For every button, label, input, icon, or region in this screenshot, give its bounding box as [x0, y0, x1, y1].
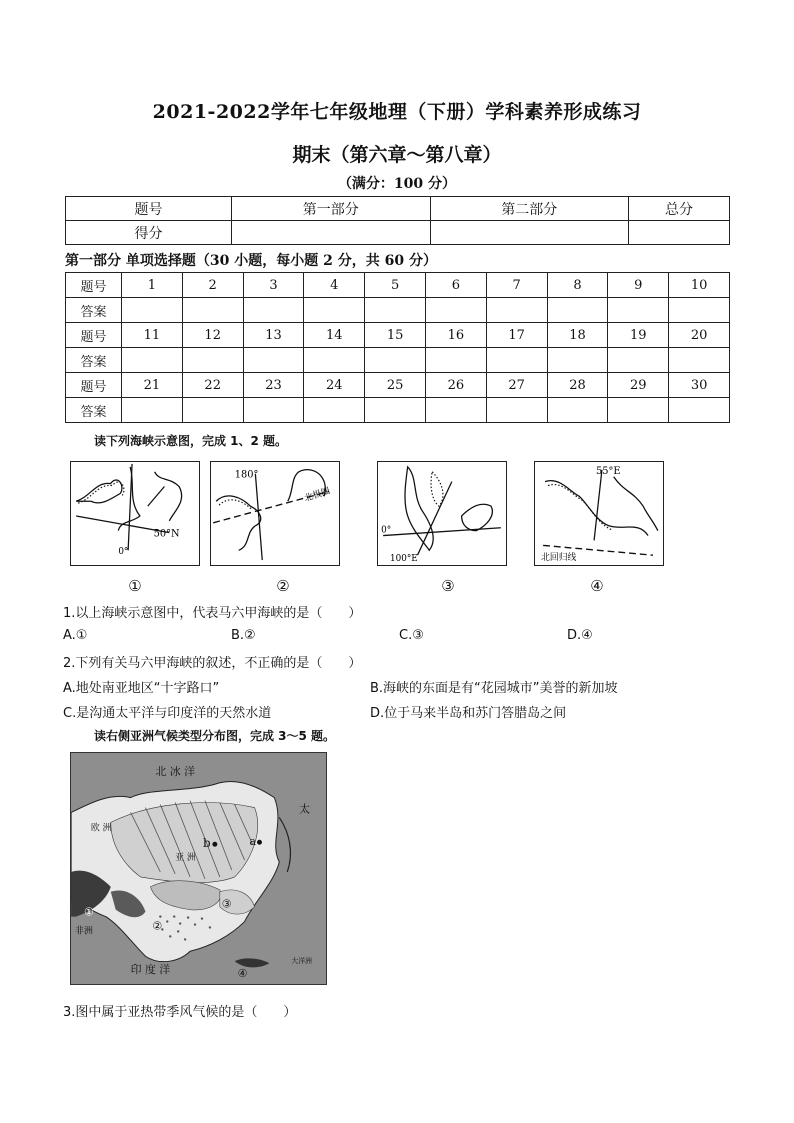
strait-map-4-figure [535, 462, 663, 565]
question-number: 10 [669, 273, 730, 298]
asia-label-1: ① [83, 905, 94, 919]
answer-cell[interactable] [425, 348, 486, 373]
question-number: 19 [608, 323, 669, 348]
question-number: 25 [365, 373, 426, 398]
answer-cell[interactable] [669, 398, 730, 423]
question-number: 20 [669, 323, 730, 348]
answer-cell[interactable] [365, 298, 426, 323]
asia-point-a: a [249, 835, 257, 849]
asia-africa: 非洲 [75, 926, 93, 937]
question-number: 3 [243, 273, 304, 298]
strait-map-3-figure [378, 462, 506, 565]
question-number: 23 [243, 373, 304, 398]
asia-climate-map-figure [71, 753, 326, 984]
asia-oceania: 大洋洲 [291, 957, 312, 966]
score-row-label: 得分 [66, 221, 232, 245]
q1-option-b[interactable]: B.② [231, 628, 256, 643]
answer-cell[interactable] [486, 398, 547, 423]
strait-map-3 [377, 461, 507, 566]
asia-ocean-indian: 印 度 洋 [130, 963, 171, 977]
strait-map-2-figure [211, 462, 339, 565]
number-label: 题号 [66, 273, 122, 298]
map-2-label: ② [276, 577, 290, 595]
answer-label: 答案 [66, 298, 122, 323]
q1-stem: 1.以上海峡示意图中，代表马六甲海峡的是（ ） [63, 606, 362, 621]
score-table [65, 196, 730, 245]
q3-stem: 3.图中属于亚热带季风气候的是（ ） [63, 1005, 297, 1020]
answer-row [66, 348, 730, 373]
map1-lon: 0° [118, 547, 129, 558]
answer-cell[interactable] [365, 398, 426, 423]
map2-circle: 北极圈 [303, 486, 332, 505]
question-number: 21 [122, 373, 183, 398]
asia-label-2: ② [152, 919, 163, 933]
map-4-label: ④ [590, 577, 604, 595]
score-cell[interactable] [629, 221, 730, 245]
question-number: 29 [608, 373, 669, 398]
question-number: 13 [243, 323, 304, 348]
answer-cell[interactable] [669, 348, 730, 373]
answer-row [66, 398, 730, 423]
answer-cell[interactable] [243, 298, 304, 323]
asia-climate-map [70, 752, 327, 985]
answer-cell[interactable] [608, 298, 669, 323]
map2-lon: 180° [234, 469, 259, 481]
map-1-label: ① [128, 577, 142, 595]
section1-heading: 第一部分 单项选择题（30 小题，每小题 2 分，共 60 分） [65, 253, 437, 269]
question-number: 6 [425, 273, 486, 298]
number-label: 题号 [66, 373, 122, 398]
instruction-2: 读右侧亚洲气候类型分布图，完成 3～5 题。 [94, 729, 336, 743]
instruction-1: 读下列海峡示意图，完成 1、2 题。 [94, 434, 288, 448]
number-label: 题号 [66, 323, 122, 348]
question-number: 17 [486, 323, 547, 348]
strait-map-1-figure [71, 462, 199, 565]
question-number: 9 [608, 273, 669, 298]
score-header: 第二部分 [430, 197, 629, 221]
page-subtitle: 期末（第六章～第八章） [292, 144, 502, 166]
map4-lon: 55°E [596, 465, 621, 477]
answer-cell[interactable] [304, 298, 365, 323]
answer-cell[interactable] [547, 298, 608, 323]
full-score: （满分：100 分） [337, 176, 457, 192]
answer-cell[interactable] [669, 298, 730, 323]
answer-cell[interactable] [304, 348, 365, 373]
question-number: 18 [547, 323, 608, 348]
asia-ocean-pacific: 太 [299, 802, 311, 816]
asia-point-b: b [202, 836, 211, 851]
map-3-label: ③ [441, 577, 455, 595]
question-number: 8 [547, 273, 608, 298]
question-number: 30 [669, 373, 730, 398]
strait-map-2 [210, 461, 340, 566]
answer-number-row [66, 323, 730, 348]
answer-cell[interactable] [304, 398, 365, 423]
question-number: 5 [365, 273, 426, 298]
q2-stem: 2.下列有关马六甲海峡的叙述，不正确的是（ ） [63, 656, 362, 671]
map4-tropic: 北回归线 [541, 553, 577, 564]
answer-cell[interactable] [486, 348, 547, 373]
answer-label: 答案 [66, 398, 122, 423]
answer-table [65, 272, 730, 423]
question-number: 14 [304, 323, 365, 348]
score-header: 第一部分 [232, 197, 431, 221]
asia-label-4: ④ [237, 967, 248, 981]
answer-cell[interactable] [425, 398, 486, 423]
question-number: 26 [425, 373, 486, 398]
q2-option-c[interactable]: C.是沟通太平洋与印度洋的天然水道 [63, 706, 272, 721]
answer-cell[interactable] [547, 348, 608, 373]
answer-cell[interactable] [243, 398, 304, 423]
question-number: 7 [486, 273, 547, 298]
answer-cell[interactable] [425, 298, 486, 323]
score-header: 总分 [629, 197, 730, 221]
q2-option-a[interactable]: A.地处南亚地区“十字路口” [63, 681, 220, 696]
score-header: 题号 [66, 197, 232, 221]
q1-option-c[interactable]: C.③ [399, 628, 424, 643]
answer-number-row [66, 373, 730, 398]
answer-cell[interactable] [122, 398, 183, 423]
map3-lat: 0° [381, 525, 392, 536]
answer-cell[interactable] [182, 298, 243, 323]
question-number: 15 [365, 323, 426, 348]
question-number: 1 [122, 273, 183, 298]
asia-asia: 亚 洲 [175, 853, 196, 864]
question-number: 12 [182, 323, 243, 348]
map1-lat: 50°N [153, 528, 180, 540]
map3-lon: 100°E [390, 554, 418, 565]
q2-option-b[interactable]: B.海峡的东面是有“花园城市”美誉的新加坡 [370, 681, 618, 696]
q1-option-a[interactable]: A.① [63, 628, 88, 643]
answer-cell[interactable] [122, 298, 183, 323]
asia-ocean-north: 北 冰 洋 [155, 764, 195, 778]
score-cell[interactable] [430, 221, 629, 245]
question-number: 2 [182, 273, 243, 298]
question-number: 11 [122, 323, 183, 348]
answer-cell[interactable] [182, 398, 243, 423]
asia-europe: 欧 洲 [90, 823, 112, 834]
answer-cell[interactable] [365, 348, 426, 373]
page-title: 2021-2022学年七年级地理（下册）学科素养形成练习 [152, 101, 642, 123]
question-number: 16 [425, 323, 486, 348]
answer-cell[interactable] [486, 298, 547, 323]
question-number: 28 [547, 373, 608, 398]
answer-cell[interactable] [547, 398, 608, 423]
answer-row [66, 298, 730, 323]
strait-map-4 [534, 461, 664, 566]
q1-option-d[interactable]: D.④ [567, 628, 593, 643]
answer-cell[interactable] [182, 348, 243, 373]
answer-cell[interactable] [608, 398, 669, 423]
answer-number-row [66, 273, 730, 298]
answer-cell[interactable] [608, 348, 669, 373]
score-cell[interactable] [232, 221, 431, 245]
answer-cell[interactable] [122, 348, 183, 373]
q2-option-d[interactable]: D.位于马来半岛和苏门答腊岛之间 [370, 706, 567, 721]
question-number: 22 [182, 373, 243, 398]
question-number: 27 [486, 373, 547, 398]
question-number: 24 [304, 373, 365, 398]
answer-cell[interactable] [243, 348, 304, 373]
question-number: 4 [304, 273, 365, 298]
strait-map-1 [70, 461, 200, 566]
asia-label-3: ③ [221, 897, 232, 911]
answer-label: 答案 [66, 348, 122, 373]
